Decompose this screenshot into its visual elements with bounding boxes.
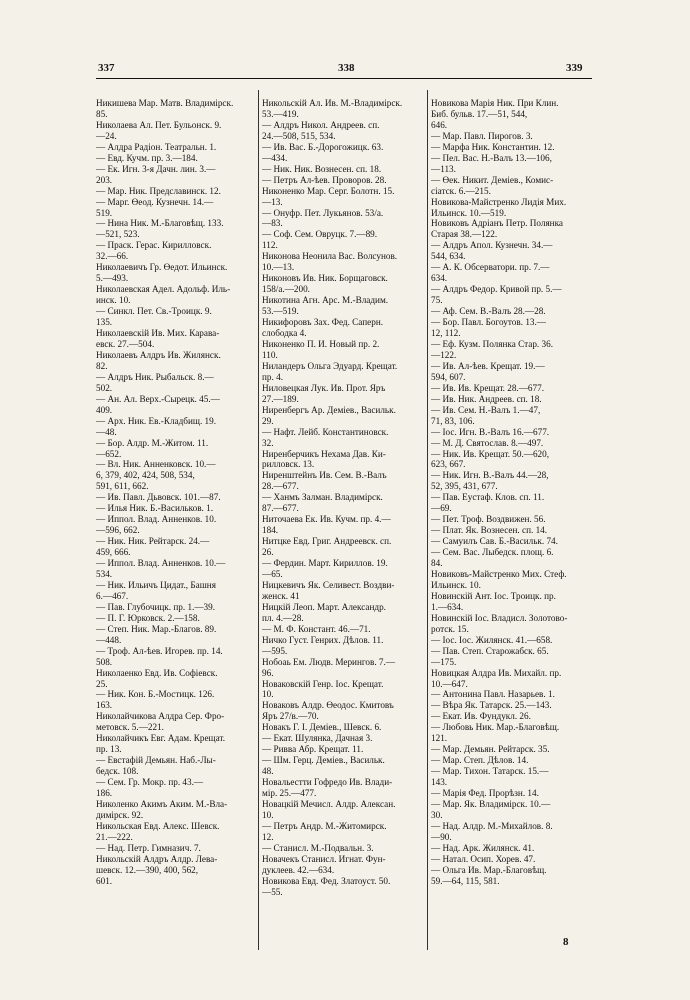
directory-line: — Ольга Ив. Мар.-Благовѣщ. <box>431 864 547 875</box>
directory-line: Ниловецкая Лук. Ив. Прот. Яръ <box>262 382 386 393</box>
directory-line: Николенко Акимъ Аким. М.-Вла- <box>96 799 228 809</box>
directory-line: 10. <box>262 689 274 700</box>
directory-line: — Алдра Радіон. Театральн. 1. <box>96 141 217 152</box>
directory-line: — Вѣра Як. Татарск. 25.—143. <box>431 700 552 711</box>
directory-line: — Алдръ Федор. Кривой пр. 5.— <box>431 284 562 295</box>
directory-line: — М. Ф. Констант. 46.—71. <box>262 623 371 634</box>
directory-line: — Ив. Ал-ѣев. Крещат. 19.— <box>431 360 545 371</box>
directory-line: — Пав. Глубочицк. пр. 1.—39. <box>96 601 216 612</box>
directory-line: Никоненко П. И. Новый пр. 2. <box>262 338 380 349</box>
directory-line: 32. <box>262 437 274 448</box>
directory-line: Никоненко Мар. Серг. Болотн. 15. <box>262 185 395 196</box>
directory-line: Николаевъ Алдръ Ив. Жилянск. <box>96 349 221 360</box>
directory-line: — Мар. Як. Владимірск. 10.— <box>431 799 551 809</box>
directory-line: 186. <box>96 788 113 799</box>
directory-line: метовск. 5.—221. <box>96 722 164 733</box>
directory-line: — Станисл. М.-Подвальн. 3. <box>262 842 374 853</box>
directory-line: — Ив. Вас. Б.-Дорогожицк. 63. <box>262 141 384 152</box>
directory-line: 71, 83, 106. <box>431 415 475 426</box>
directory-line: женск. 41 <box>262 590 300 601</box>
directory-line: — Иппол. Влад. Анненков. 10. <box>96 514 217 525</box>
directory-line: — Петръ Андр. М.-Житомирск. <box>262 820 387 831</box>
directory-line: Ильинск. 10.—519. <box>431 207 507 218</box>
directory-line: Нитцке Евд. Григ. Андреевск. сп. <box>262 536 392 547</box>
directory-line: — Ан. Ал. Верх.-Сырецк. 45.— <box>96 393 220 404</box>
directory-line: — Мар. Ник. Предславинск. 12. <box>96 185 221 196</box>
directory-line: — Над. Алдр. М.-Михайлов. 8. <box>431 820 553 831</box>
directory-line: Ницкевичъ Як. Селивест. Воздви- <box>262 579 395 590</box>
directory-line: Новинскій Ант. Іос. Троицк. пр. <box>431 590 556 601</box>
directory-line: —48. <box>96 426 117 437</box>
directory-line: — Марія Фед. Прорѣзн. 14. <box>431 788 539 799</box>
directory-line: дуклеев. 42.—634. <box>262 864 335 875</box>
directory-line: 32.—66. <box>96 251 129 262</box>
directory-line: 203. <box>96 174 113 185</box>
directory-line: 112. <box>262 240 278 251</box>
directory-line: — А. К. Обсерватори. пр. 7.— <box>431 262 550 273</box>
directory-line: Новиковъ-Майстренко Мих. Стеф. <box>431 568 567 579</box>
directory-line: — Сем. Гр. Мокр. пр. 43.— <box>96 777 204 788</box>
directory-line: — Пет. Троф. Воздвижен. 56. <box>431 514 546 525</box>
directory-line: — Мар. Павл. Пирогов. 3. <box>431 130 533 141</box>
directory-line: — Любовь Ник. Мар.-Благовѣщ. <box>431 722 560 733</box>
header-rule <box>96 78 592 79</box>
directory-line: 53.—419. <box>262 108 299 119</box>
page-number-left: 337 <box>98 62 115 74</box>
directory-line: — Евстафій Демьян. Наб.-Лы- <box>96 755 216 766</box>
directory-line: ротск. 15. <box>431 623 469 634</box>
directory-line: — Петръ Ал-ѣев. Проворов. 28. <box>262 174 387 185</box>
directory-line: — Өек. Никит. Деміев., Комис- <box>431 174 554 185</box>
directory-line: —521, 523. <box>96 229 140 240</box>
directory-line: 21.—222. <box>96 831 133 842</box>
directory-line: —113. <box>431 163 456 174</box>
directory-line: — Нина Ник. М.-Благовѣщ. 133. <box>96 218 224 229</box>
directory-line: 544, 634. <box>431 251 466 262</box>
directory-line: — Соф. Сем. Овруцк. 7.—89. <box>262 229 378 240</box>
directory-line: — Троф. Ал-ѣев. Игорев. пр. 14. <box>96 645 223 656</box>
directory-line: — Ник. Ив. Крещат. 50.—620, <box>431 448 550 459</box>
directory-line: —69. <box>431 503 452 514</box>
directory-line: 163. <box>96 700 113 711</box>
directory-line: — Алдръ Ник. Рыбальск. 8.— <box>96 371 214 382</box>
directory-line: — Ив. Павл. Дьвовск. 101.—87. <box>96 492 221 503</box>
directory-line: — Бор. Алдр. М.-Житом. 11. <box>96 437 209 448</box>
directory-line: —65. <box>262 568 283 579</box>
directory-line: 24.—508, 515, 534. <box>262 130 336 141</box>
directory-column-1 <box>96 98 261 887</box>
directory-line: Новикова Марія Ник. При Клин. <box>431 98 559 108</box>
directory-line: 519. <box>96 207 113 218</box>
directory-line: 82. <box>96 360 108 371</box>
directory-line: Новальестти Гофредо Ив. Влади- <box>262 777 393 788</box>
directory-line: Николаева Ал. Пет. Бульонск. 9. <box>96 119 222 130</box>
directory-line: 502. <box>96 382 113 393</box>
directory-line: — Пел. Вас. Н.-Валъ 13.—106, <box>431 152 552 163</box>
directory-line: Никоновъ Ив. Ник. Борщаговск. <box>262 273 388 284</box>
directory-line: 12. <box>262 831 274 842</box>
directory-line: — Ек. Игн. 3-я Дачн. лин. 3.— <box>96 163 216 174</box>
directory-line: — Сем. Вас. Лыбедск. площ. 6. <box>431 547 554 558</box>
directory-line: 459, 666. <box>96 547 131 558</box>
directory-line: — Алдръ Апол. Кузнечн. 34.— <box>431 240 553 251</box>
directory-line: Новиковъ Адріанъ Петр. Полянка <box>431 218 563 229</box>
column-separator-2 <box>427 90 428 950</box>
directory-line: — Екат. Шулянка, Дачная 3. <box>262 733 373 744</box>
directory-column-2 <box>262 98 427 898</box>
directory-line: Ничко Густ. Генрих. Дѣлов. 11. <box>262 634 384 645</box>
directory-line: — Мар. Степ. Дѣлов. 14. <box>431 755 529 766</box>
directory-line: —13. <box>262 196 283 207</box>
directory-line: — Праск. Герас. Кирилловск. <box>96 240 212 251</box>
directory-line: 158/а.—200. <box>262 284 310 295</box>
directory-line: 25. <box>96 678 108 689</box>
directory-line: —24. <box>96 130 117 141</box>
directory-line: Николаенко Евд. Ив. Софіевск. <box>96 667 218 678</box>
directory-line: бедск. 108. <box>96 766 139 777</box>
directory-line: Николаевская Адел. Адольф. Иль- <box>96 284 231 295</box>
directory-line: — Аф. Сем. В.-Валъ 28.—28. <box>431 306 546 317</box>
directory-line: 10.—13. <box>262 262 295 273</box>
directory-line: 601. <box>96 875 113 886</box>
directory-line: Никольскій Алдръ Алдр. Лева- <box>96 853 218 864</box>
directory-line: рилловск. 13. <box>262 459 315 470</box>
directory-line: 53.—519. <box>262 306 299 317</box>
directory-line: Никотина Агн. Арс. М.-Владим. <box>262 295 389 306</box>
directory-line: 6.—467. <box>96 590 129 601</box>
directory-line: — Натал. Осип. Хорев. 47. <box>431 853 536 864</box>
directory-line: Николаевскій Ив. Мих. Карава- <box>96 328 220 339</box>
directory-line: 1.—634. <box>431 601 464 612</box>
directory-line: — Марг. Өеод. Кузнечн. 14.— <box>96 196 214 207</box>
directory-line: —448. <box>96 634 122 645</box>
directory-line: — Ив. Сем. Н.-Валъ 1.—47, <box>431 404 541 415</box>
directory-line: Яръ 27/в.—70. <box>262 711 319 722</box>
directory-line: — Ник. Ильичъ Цидат., Башня <box>96 579 216 590</box>
directory-line: 87.—677. <box>262 503 299 514</box>
directory-line: —55. <box>262 886 283 897</box>
directory-line: Никонова Неонила Вас. Волсунов. <box>262 251 398 262</box>
directory-line: — Екат. Ив. Фундукл. 26. <box>431 711 531 722</box>
directory-line: 646. <box>431 119 448 130</box>
directory-line: 48. <box>262 766 274 777</box>
directory-line: Новаковскій Генр. Іос. Крещат. <box>262 678 384 689</box>
directory-line: — Шм. Герц. Деміев., Васильк. <box>262 755 385 766</box>
directory-line: пл. 4.—28. <box>262 612 304 623</box>
directory-line: — Синкл. Пет. Св.-Троицк. 9. <box>96 306 212 317</box>
directory-line: Новацкій Мечисл. Алдр. Алексан. <box>262 799 396 809</box>
directory-line: 508. <box>96 656 113 667</box>
signature-mark: 8 <box>563 936 569 948</box>
directory-line: сіатск. 6.—215. <box>431 185 491 196</box>
directory-line: 29. <box>262 415 274 426</box>
directory-line: — Пав. Еустаф. Клов. сп. 11. <box>431 492 545 503</box>
directory-line: — Іос. Игн. В.-Валъ 16.—677. <box>431 426 550 437</box>
directory-line: — Онуфр. Пет. Лукьянов. 53/а. <box>262 207 384 218</box>
directory-line: — Ник. Кон. Б.-Мостицк. 126. <box>96 689 215 700</box>
directory-line: — Бор. Павл. Богоутов. 13.— <box>431 317 546 328</box>
directory-line: Ниренбергъ Ар. Деміев., Васильк. <box>262 404 396 415</box>
directory-line: Ниточаева Ек. Ив. Кучм. пр. 4.— <box>262 514 391 525</box>
directory-line: — Над. Арк. Жилянск. 41. <box>431 842 535 853</box>
directory-line: 623, 667. <box>431 459 466 470</box>
directory-line: —595. <box>262 645 288 656</box>
directory-line: 96. <box>262 667 274 678</box>
directory-line: — Марфа Ник. Константин. 12. <box>431 141 555 152</box>
directory-line: инск. 10. <box>96 295 131 306</box>
directory-line: — Самуилъ Сав. Б.-Васильк. 74. <box>431 536 558 547</box>
directory-line: Ниренштейнъ Ив. Сем. В.-Валъ <box>262 470 387 481</box>
directory-line: —122. <box>431 349 457 360</box>
directory-line: 12, 112. <box>431 328 461 339</box>
directory-line: Ниландеръ Ольга Эдуард. Крещат. <box>262 360 398 371</box>
directory-line: —83. <box>262 218 283 229</box>
directory-line: 85. <box>96 108 108 119</box>
directory-line: — П. Г. Юрковск. 2.—158. <box>96 612 200 623</box>
directory-line: Новицкая Алдра Ив. Михайл. пр. <box>431 667 562 678</box>
directory-line: — Иппол. Влад. Анненков. 10.— <box>96 558 226 569</box>
directory-line: слободка 4. <box>262 328 307 339</box>
directory-line: Ницкій Леоп. Март. Александр. <box>262 601 386 612</box>
directory-line: 135. <box>96 317 113 328</box>
directory-line: Ниренберчикъ Нехама Дав. Ки- <box>262 448 386 459</box>
directory-line: — Илья Ник. Б.-Васильков. 1. <box>96 503 214 514</box>
directory-line: 75. <box>431 295 443 306</box>
directory-line: — Евд. Кучм. пр. 3.—184. <box>96 152 198 163</box>
directory-line: димірск. 92. <box>96 809 144 820</box>
directory-line: — Еф. Кузм. Полянка Стар. 36. <box>431 338 553 349</box>
directory-line: — Ханмъ Залман. Владимірск. <box>262 492 383 503</box>
directory-line: 27.—189. <box>262 393 299 404</box>
directory-line: Никифоровъ Зах. Фед. Саперн. <box>262 317 384 328</box>
directory-line: —596, 662. <box>96 525 140 536</box>
directory-line: — Ник. Ник. Вознесен. сп. 18. <box>262 163 382 174</box>
directory-line: Никольскій Ал. Ив. М.-Владимірск. <box>262 98 403 108</box>
directory-line: — Плат. Як. Вознесен. сп. 14. <box>431 525 548 536</box>
directory-line: евск. 27.—504. <box>96 338 155 349</box>
directory-line: Новаковъ Алдр. Өеодос. Кмитовъ <box>262 700 394 711</box>
directory-line: 634. <box>431 273 448 284</box>
directory-line: — Степ. Ник. Мар.-Благов. 89. <box>96 623 217 634</box>
directory-line: 591, 611, 662. <box>96 481 149 492</box>
directory-line: — Над. Петр. Гимназич. 7. <box>96 842 201 853</box>
directory-line: Биб. бульв. 17.—51, 544, <box>431 108 528 119</box>
directory-line: — Мар. Тихон. Татарск. 15.— <box>431 766 549 777</box>
directory-line: 28.—677. <box>262 481 299 492</box>
directory-line: 10. <box>262 809 274 820</box>
directory-line: 534. <box>96 568 113 579</box>
directory-line: Ильинск. 10. <box>431 579 481 590</box>
directory-line: — Ник. Ник. Рейтарск. 24.— <box>96 536 210 547</box>
directory-line: Новинскій Іос. Владисл. Золотово- <box>431 612 568 623</box>
directory-line: Новакъ Г. І. Деміев., Шевск. 6. <box>262 722 382 733</box>
directory-line: 30. <box>431 809 443 820</box>
directory-line: —175. <box>431 656 457 667</box>
directory-line: Николайчикъ Евг. Адам. Крещат. <box>96 733 226 744</box>
directory-line: 10.—647. <box>431 678 468 689</box>
directory-line: 6, 379, 402, 424, 508, 534, <box>96 470 195 481</box>
directory-line: — Нафт. Лейб. Константиновск. <box>262 426 389 437</box>
directory-line: Старая 38.—122. <box>431 229 498 240</box>
directory-line: — Ривва Абр. Крещат. 11. <box>262 744 364 755</box>
directory-line: — Ив. Ив. Крещат. 28.—677. <box>431 382 544 393</box>
directory-line: 184. <box>262 525 279 536</box>
directory-line: мір. 25.—477. <box>262 788 317 799</box>
page-number-center: 338 <box>338 62 355 74</box>
directory-line: — Вл. Ник. Анненковск. 10.— <box>96 459 216 470</box>
directory-line: Николайчикова Алдра Сер. Фро- <box>96 711 225 722</box>
directory-line: Нобоаь Ем. Людв. Мерингов. 7.— <box>262 656 396 667</box>
directory-line: 110. <box>262 349 278 360</box>
page-number-right: 339 <box>566 62 583 74</box>
directory-line: — Ив. Ник. Андреев. сп. 18. <box>431 393 542 404</box>
directory-line: — Фердин. Март. Кириллов. 19. <box>262 558 388 569</box>
directory-line: пр. 4. <box>262 371 283 382</box>
directory-line: 26. <box>262 547 274 558</box>
directory-column-3 <box>431 98 597 887</box>
directory-line: Новикова-Майстренко Лидія Мих. <box>431 196 567 207</box>
directory-line: 121. <box>431 733 448 744</box>
directory-line: 409. <box>96 404 113 415</box>
directory-line: Никольская Евд. Алекс. Шевск. <box>96 820 220 831</box>
directory-line: 5.—493. <box>96 273 129 284</box>
directory-line: шевск. 12.—390, 400, 562, <box>96 864 199 875</box>
directory-line: пр. 13. <box>96 744 122 755</box>
directory-line: — Антонина Павл. Назарьев. 1. <box>431 689 555 700</box>
directory-line: —434. <box>262 152 288 163</box>
directory-line: —90. <box>431 831 452 842</box>
directory-line: — Мар. Демьян. Рейтарск. 35. <box>431 744 550 755</box>
directory-line: 594, 607. <box>431 371 466 382</box>
directory-line: — Ник. Игн. В.-Валъ 44.—28, <box>431 470 549 481</box>
directory-line: Новачекъ Станисл. Игнат. Фун- <box>262 853 386 864</box>
directory-line: —652. <box>96 448 122 459</box>
directory-line: Никишева Мар. Матв. Владимірск. <box>96 98 234 108</box>
directory-line: — М. Д. Святослав. 8.—497. <box>431 437 544 448</box>
directory-line: — Пав. Степ. Старожабск. 65. <box>431 645 549 656</box>
directory-line: 52, 395, 431, 677. <box>431 481 498 492</box>
directory-line: 59.—64, 115, 581. <box>431 875 500 886</box>
directory-line: 143. <box>431 777 448 788</box>
directory-line: — Іос. Іос. Жилянск. 41.—658. <box>431 634 553 645</box>
directory-line: — Алдръ Никол. Андреев. сп. <box>262 119 380 130</box>
directory-line: 84. <box>431 558 443 569</box>
directory-line: — Арх. Ник. Ев.-Кладбищ. 19. <box>96 415 217 426</box>
directory-line: Новикова Евд. Фед. Златоуст. 50. <box>262 875 391 886</box>
directory-line: Николаевичъ Гр. Өедот. Ильинск. <box>96 262 228 273</box>
